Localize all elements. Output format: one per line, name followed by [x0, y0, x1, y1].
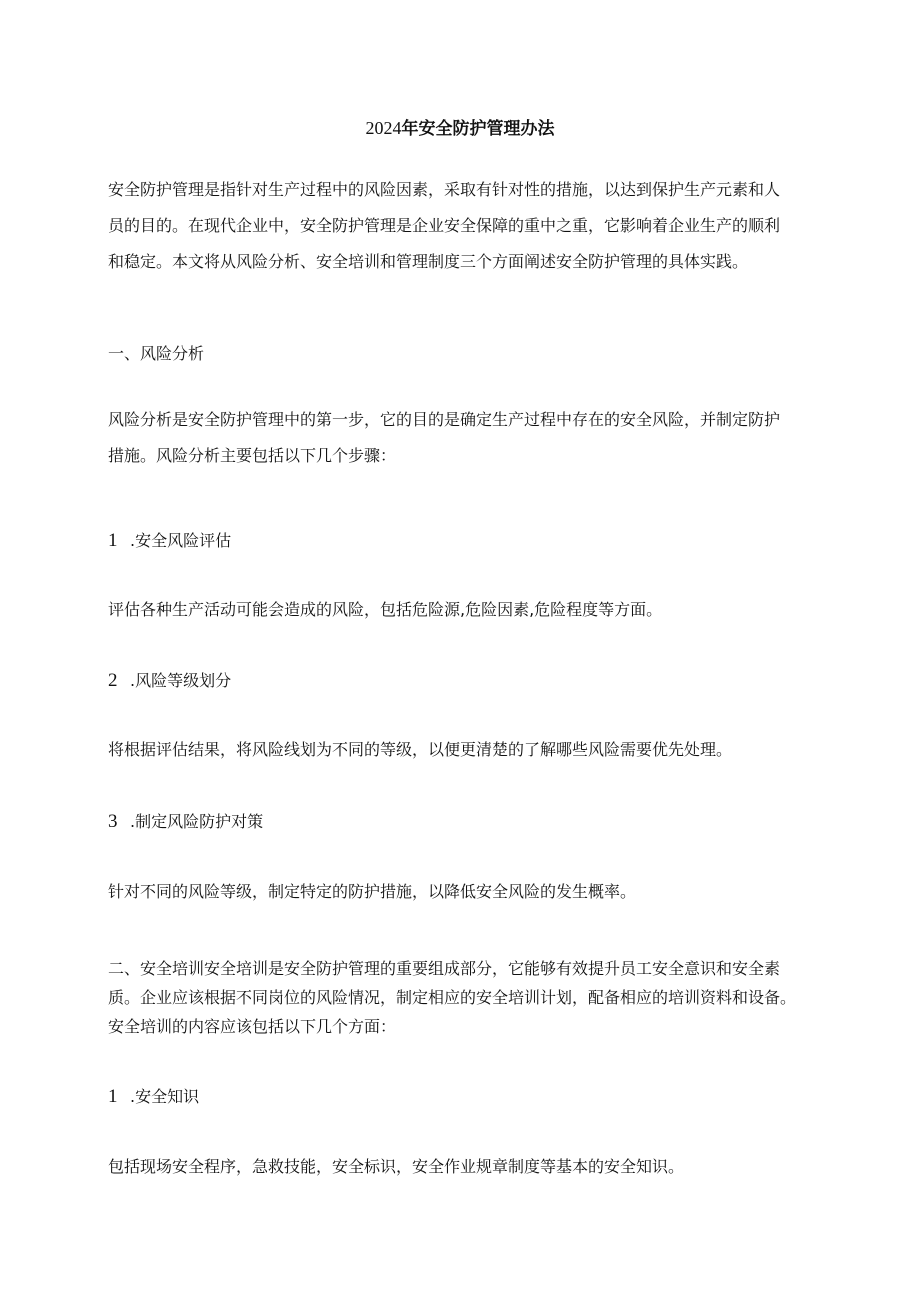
step3-title: .制定风险防护对策	[130, 812, 264, 831]
section1-heading: 一、风险分析	[108, 344, 205, 363]
intro-line-1: 安全防护管理是指针对生产过程中的风险因素，采取有针对性的措施，以达到保护生产元素和人	[108, 180, 781, 199]
intro-line-3: 和稳定。本文将从风险分析、安全培训和管理制度三个方面阐述安全防护管理的具体实践。	[108, 252, 749, 271]
step3-text: 针对不同的风险等级，制定特定的防护措施，以降低安全风险的发生概率。	[108, 882, 637, 901]
intro-paragraph	[108, 172, 820, 280]
title-main: 年安全防护管理办法	[401, 119, 555, 139]
section2-paragraph	[108, 955, 820, 1042]
train1-number: 1	[108, 1086, 118, 1107]
intro-line-2: 员的目的。在现代企业中，安全防护管理是企业安全保障的重中之重，它影响着企业生产的顺利	[108, 216, 781, 235]
step1-text: 评估各种生产活动可能会造成的风险，包括危险源,危险因素,危险程度等方面。	[108, 600, 663, 619]
step3-number: 3	[108, 811, 118, 832]
section2-line-2: 质。企业应该根据不同岗位的风险情况，制定相应的安全培训计划，配备相应的培训资料和设备。	[108, 988, 797, 1007]
step1-number: 1	[108, 530, 118, 551]
train1-text: 包括现场安全程序，急救技能，安全标识，安全作业规章制度等基本的安全知识。	[108, 1157, 685, 1176]
section2-line-1: 二、安全培训安全培训是安全防护管理的重要组成部分，它能够有效提升员工安全意识和安全素	[108, 959, 781, 978]
section1-line-1: 风险分析是安全防护管理中的第一步，它的目的是确定生产过程中存在的安全风险，并制定防护	[108, 410, 781, 429]
step3-heading	[108, 810, 263, 834]
train1-heading	[108, 1085, 199, 1109]
section1-paragraph	[108, 402, 820, 474]
title-year: 2024	[365, 118, 402, 138]
step2-number: 2	[108, 670, 118, 691]
step1-title: .安全风险评估	[130, 531, 232, 550]
section1-line-2: 措施。风险分析主要包括以下几个步骤：	[108, 446, 397, 465]
train1-title: .安全知识	[130, 1087, 200, 1106]
section2-line-3: 安全培训的内容应该包括以下几个方面：	[108, 1017, 397, 1036]
step2-text: 将根据评估结果，将风险线划为不同的等级，以便更清楚的了解哪些风险需要优先处理。	[108, 740, 733, 759]
step2-heading	[108, 669, 231, 693]
step1-heading	[108, 529, 231, 553]
step2-title: .风险等级划分	[130, 671, 232, 690]
document-title	[0, 116, 920, 141]
